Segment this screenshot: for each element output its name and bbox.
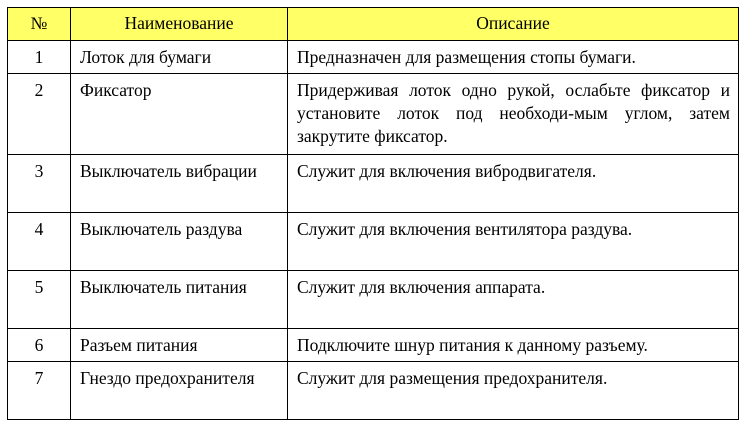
row-number: 4 — [8, 213, 71, 271]
header-row — [8, 8, 739, 41]
row-name: Гнездо предохранителя — [71, 362, 288, 420]
row-name: Лоток для бумаги — [71, 41, 288, 74]
row-description: Служит для включения вентилятора раздува. — [288, 213, 739, 271]
row-name: Выключатель вибрации — [71, 155, 288, 213]
row-description: Предназначен для размещения стопы бумаги. — [288, 41, 739, 74]
header-name: Наименование — [71, 8, 288, 41]
header-description: Описание — [288, 8, 739, 41]
table-row — [8, 329, 739, 362]
row-description: Придерживая лоток одно рукой, ослабьте фиксатор и установите лоток под необходи-мым углом, затем закрутите фиксатор. — [288, 74, 739, 155]
header-number: № — [8, 8, 71, 41]
row-number: 3 — [8, 155, 71, 213]
row-name: Разъем питания — [71, 329, 288, 362]
table-row — [8, 74, 739, 155]
table-row — [8, 271, 739, 329]
row-number: 5 — [8, 271, 71, 329]
table-row — [8, 41, 739, 74]
row-name: Выключатель питания — [71, 271, 288, 329]
row-number: 2 — [8, 74, 71, 155]
components-table — [7, 7, 739, 420]
row-description: Подключите шнур питания к данному разъему. — [288, 329, 739, 362]
row-description: Служит для размещения предохранителя. — [288, 362, 739, 420]
row-number: 1 — [8, 41, 71, 74]
table-row — [8, 362, 739, 420]
row-name: Выключатель раздува — [71, 213, 288, 271]
table-row — [8, 213, 739, 271]
row-number: 7 — [8, 362, 71, 420]
table-body — [8, 41, 739, 420]
table-header — [8, 8, 739, 41]
row-name: Фиксатор — [71, 74, 288, 155]
row-description: Служит для включения аппарата. — [288, 271, 739, 329]
row-description: Служит для включения вибродвигателя. — [288, 155, 739, 213]
table-row — [8, 155, 739, 213]
row-number: 6 — [8, 329, 71, 362]
